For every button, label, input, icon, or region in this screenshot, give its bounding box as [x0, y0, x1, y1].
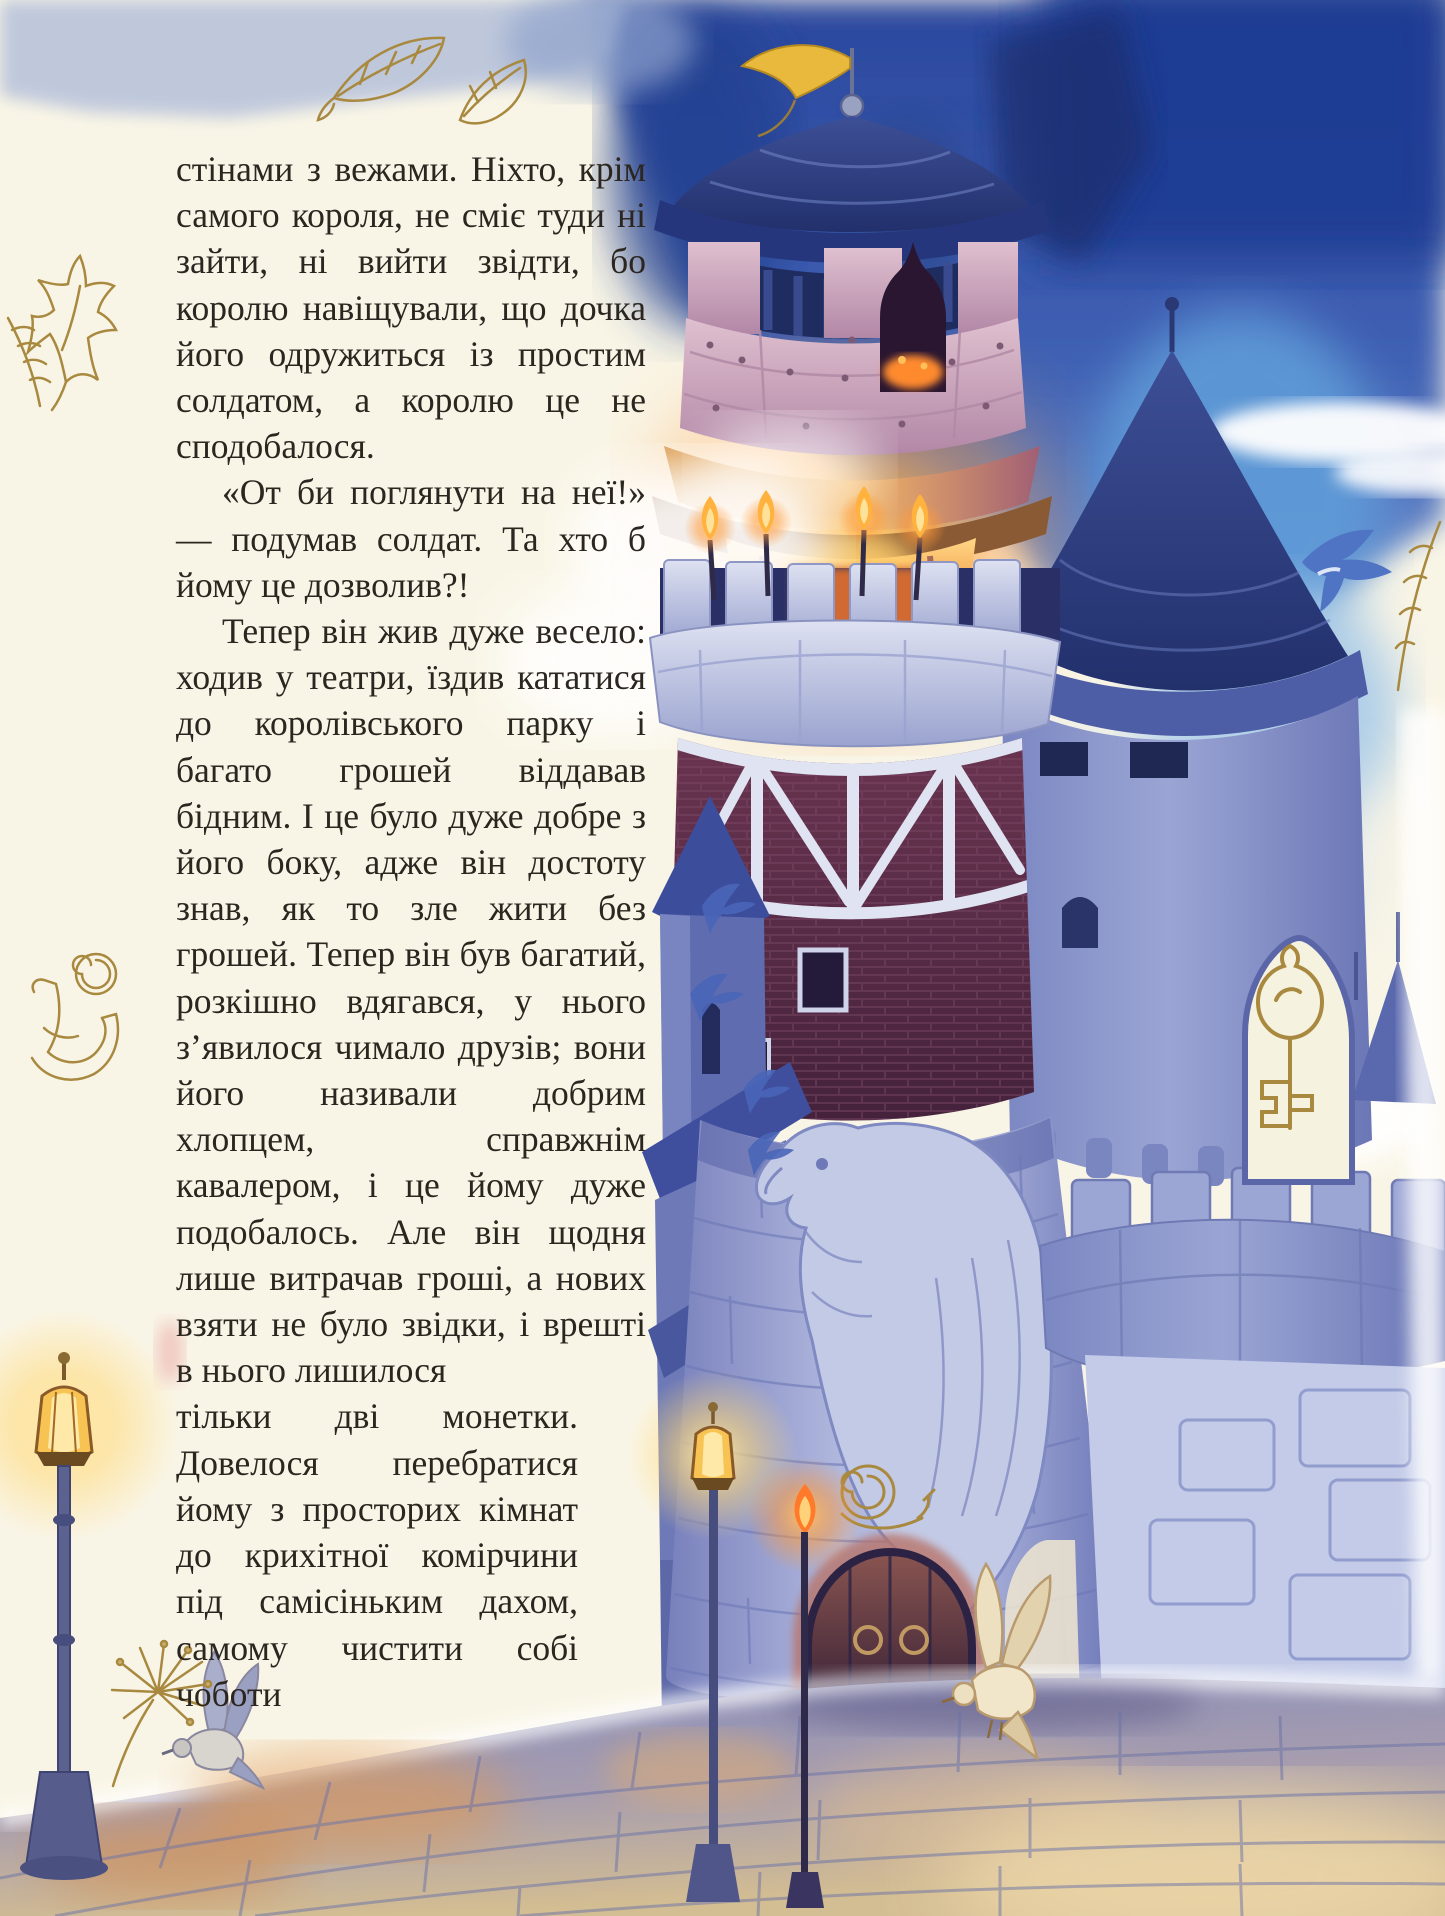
- story-paragraph: тільки дві монетки. Довелося перебратися йому з просторих кімнат до крихітної комірчини під самісіньким дахом, самому чистити собі чоботи: [176, 1396, 578, 1714]
- eagle-eye: [816, 1158, 828, 1170]
- lamp-post: [58, 1466, 70, 1772]
- roof-finial: [841, 95, 863, 117]
- story-paragraph: «От би поглянути на неї!» — подумав солдат. Та хто б йому це дозволив?!: [176, 472, 646, 605]
- parapet: [650, 620, 1060, 746]
- lamp-base: [26, 1772, 102, 1866]
- slit-window: [702, 1003, 720, 1074]
- story-paragraph: Тепер він жив дуже весело: ходив у театри, їздив кататися до королівського парку і багато грошей віддавав бідним. І це було дуже добре з його боку, адже він достоту знав, як то зле жити без грошей. Тепер він був багатий, розкішно вдягався, у нього з’явилося чимало друзів; вони його називали добрим хлопцем, справжнім кавалером, і це йому дуже подобалось. Але він щодня лише витрачав гроші, а нових взяти не було звідки, і врешті в нього лишилося: [176, 611, 646, 1391]
- story-text-column: [176, 146, 646, 1717]
- lower-wall: [1085, 1355, 1445, 1702]
- gold-feather-right: [1396, 522, 1440, 690]
- gold-maple-leaf: [28, 256, 116, 410]
- torch-pole: [801, 1532, 808, 1876]
- small-window: [800, 950, 846, 1010]
- key-sketch-window: [1245, 938, 1352, 1182]
- lamp-post: [709, 1490, 718, 1846]
- turret-window: [1130, 742, 1188, 778]
- turret-window: [1040, 742, 1088, 776]
- turret-merlons: [688, 242, 1018, 338]
- gold-pipe-sketch: [32, 954, 118, 1080]
- gold-feather-left: [8, 318, 50, 406]
- turret-window-arched: [1062, 897, 1098, 948]
- story-paragraph: стінами з вежами. Ніхто, крім самого короля, не сміє туди ні зайти, ні вийти звідти, бо королю навіщували, що дочка його одружиться із простим солдатом, а королю це не сподобалося.: [176, 149, 646, 467]
